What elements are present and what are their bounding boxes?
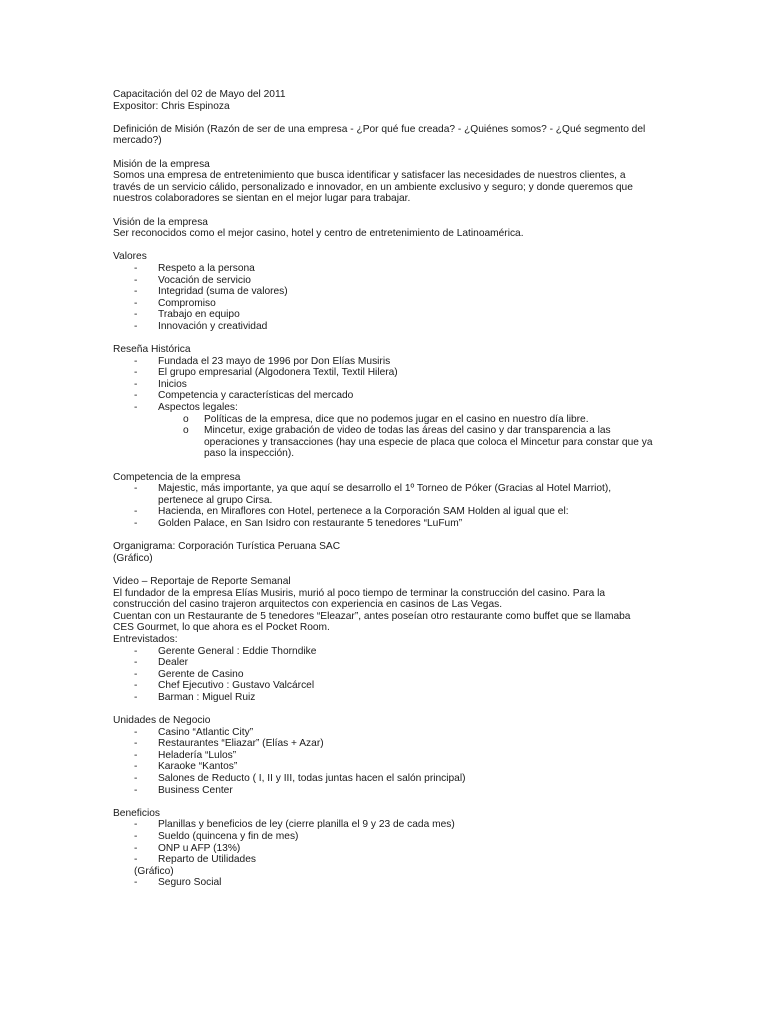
sub-list-item: o Mincetur, exige grabación de video de todas las áreas del casino y dar transparencia a las operaciones y transacciones (hay una especie de placa que coloca el Mincetur para constar que ya paso la inspección).	[183, 425, 653, 460]
definicion-text: Definición de Misión (Razón de ser de una empresa - ¿Por qué fue creada? - ¿Quiénes somos? - ¿Qué segmento del mercado?)	[113, 123, 646, 147]
list-item: - Compromiso	[134, 297, 216, 309]
list-item: - Restaurantes “Eliazar” (Elías + Azar)	[134, 738, 324, 750]
list-item: - Fundada el 23 mayo de 1996 por Don Elías Musiris	[134, 355, 391, 367]
list-item: - Competencia y características del mercado	[134, 390, 354, 402]
list-item: - Heladería “Lulos”	[134, 749, 237, 761]
vision-text: Ser reconocidos como el mejor casino, hotel y centro de entretenimiento de Latinoamérica.	[113, 228, 524, 240]
list-item: - Dealer	[134, 657, 189, 669]
sub-list-item: o Políticas de la empresa, dice que no podemos jugar en el casino en nuestro día libre.	[183, 413, 589, 425]
unidades-list	[113, 727, 653, 797]
list-item: - Gerente de Casino	[134, 668, 244, 680]
competencia-list	[113, 483, 653, 529]
video-paragraph-1: El fundador de la empresa Elías Musiris, murió al poco tiempo de terminar la construcción del casino. Para la construcción del casino trajeron arquitectos con experiencia en casinos de Las Vegas.	[113, 587, 606, 611]
unidades-title: Unidades de Negocio	[113, 715, 211, 727]
list-item: - Aspectos legales:	[134, 402, 238, 414]
valores-title: Valores	[113, 251, 147, 263]
valores-list	[113, 263, 653, 333]
list-item: - Karaoke “Kantos”	[134, 761, 238, 773]
document-body	[113, 89, 653, 889]
video-title: Video – Reportaje de Reporte Semanal	[113, 575, 291, 587]
list-item: - Hacienda, en Miraflores con Hotel, pertenece a la Corporación SAM Holden al igual que el:	[134, 506, 569, 518]
beneficios-note: (Gráfico)	[134, 865, 174, 877]
list-item: - Business Center	[134, 784, 233, 796]
list-item: - El grupo empresarial (Algodonera Textil, Textil Hilera)	[134, 367, 398, 379]
header-line-1: Capacitación del 02 de Mayo del 2011	[113, 89, 286, 100]
organigrama-note: (Gráfico)	[113, 552, 153, 564]
list-item: - Salones de Reducto ( I, II y III, todas juntas hacen el salón principal)	[134, 773, 466, 785]
mision-title: Misión de la empresa	[113, 158, 210, 170]
list-item: - Trabajo en equipo	[134, 309, 240, 321]
list-item: - Seguro Social	[134, 877, 222, 889]
list-item: - Inicios	[134, 378, 187, 390]
beneficios-list	[113, 819, 653, 889]
list-item: - Respeto a la persona	[134, 262, 255, 274]
list-item: - Integridad (suma de valores)	[134, 286, 288, 298]
list-item: - Vocación de servicio	[134, 274, 251, 286]
list-item: - Innovación y creatividad	[134, 320, 268, 332]
list-item: - Casino “Atlantic City”	[134, 726, 254, 738]
entrevistados-list	[113, 646, 653, 704]
list-item: - Planillas y beneficios de ley (cierre planilla el 9 y 23 de cada mes)	[134, 819, 455, 831]
list-item: - Golden Palace, en San Isidro con restaurante 5 tenedores “LuFum”	[134, 517, 463, 529]
header-line-2: Expositor: Chris Espinoza	[113, 100, 230, 112]
mision-text: Somos una empresa de entretenimiento que busca identificar y satisfacer las necesidades de nuestros clientes, a través de un servicio cálido, personalizado e innovador, en un ambiente exclusivo y seguro; y donde queremos que nuestros colaboradores se sientan en el mejor lugar para trabajar.	[113, 170, 633, 205]
list-item: - Majestic, más importante, ya que aquí se desarrollo el 1º Torneo de Póker (Gracias al Hotel Marriot), pertenece al grupo Cirsa.	[134, 483, 612, 506]
list-item: - Barman : Miguel Ruiz	[134, 691, 256, 703]
list-item: - Reparto de Utilidades	[134, 854, 256, 866]
resena-list	[113, 356, 653, 460]
resena-title: Reseña Histórica	[113, 344, 191, 356]
beneficios-title: Beneficios	[113, 807, 161, 819]
competencia-title: Competencia de la empresa	[113, 471, 241, 483]
vision-title: Visión de la empresa	[113, 216, 208, 228]
list-item: - Gerente General : Eddie Thorndike	[134, 645, 317, 657]
list-item: - ONP u AFP (13%)	[134, 842, 241, 854]
list-item: - Chef Ejecutivo : Gustavo Valcárcel	[134, 680, 315, 692]
entrevistados-label: Entrevistados:	[113, 633, 178, 645]
list-item: - Sueldo (quincena y fin de mes)	[134, 831, 299, 842]
video-paragraph-2: Cuentan con un Restaurante de 5 tenedores “Eleazar”, antes poseían otro restaurante como buffet que se llamaba CES Gourmet, lo que ahora es el Pocket Room.	[113, 610, 631, 634]
organigrama-title: Organigrama: Corporación Turística Peruana SAC	[113, 541, 341, 553]
